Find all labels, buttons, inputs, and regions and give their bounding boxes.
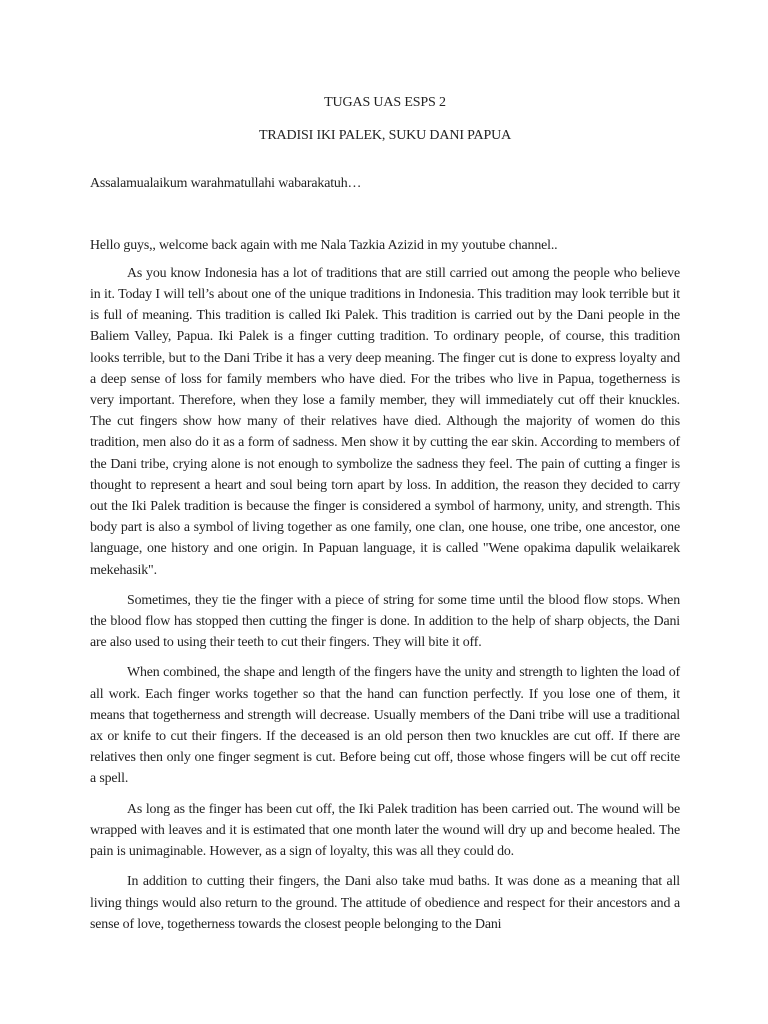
intro-line: Hello guys,, welcome back again with me Nala Tazkia Azizid in my youtube channel.. xyxy=(90,237,558,253)
paragraph-3: When combined, the shape and length of the fingers have the unity and strength to lighten the load of all work. Each finger works together so that the hand can function perfectly. If you lose one of them, it means that togetherness and strength will decrease. Usually members of the Dani tribe will use a traditional ax or knife to cut their fingers. If the deceased is an old person then two knuckles are cut off. If there are relatives then only one finger segment is cut. Before being cut off, those whose fingers will be cut off recite a spell. xyxy=(90,665,680,787)
greeting-line: Assalamualaikum warahmatullahi wabarakatuh… xyxy=(90,176,362,192)
paragraph-2: Sometimes, they tie the finger with a piece of string for some time until the blood flow stops. When the blood flow has stopped then cutting the finger is done. In addition to the help of sharp objects, the Dani are also used to using their teeth to cut their fingers. They will bite it off. xyxy=(90,592,680,651)
paragraph-5: In addition to cutting their fingers, the Dani also take mud baths. It was done as a meaning that all living things would also return to the ground. The attitude of obedience and respect for their ancestors and a sense of love, togetherness towards the closest people belonging to the Dani xyxy=(90,874,680,932)
document-subtitle: TRADISI IKI PALEK, SUKU DANI PAPUA xyxy=(258,128,512,144)
document-title: TUGAS UAS ESPS 2 xyxy=(324,95,446,110)
paragraph-4: As long as the finger has been cut off, the Iki Palek tradition has been carried out. The wound will be wrapped with leaves and it is estimated that one month later the wound will dry up and become healed. The pain is unimaginable. However, as a sign of loyalty, this was all they could do. xyxy=(90,801,680,860)
document-page xyxy=(90,92,680,944)
paragraph-1: As you know Indonesia has a lot of traditions that are still carried out among the people who believe in it. Today I will tell’s about one of the unique traditions in Indonesia. This tradition may look terrible but it is full of meaning. This tradition is called Iki Palek. This tradition is carried out by the Dani people in the Baliem Valley, Papua. Iki Palek is a finger cutting tradition. To ordinary people, of course, this tradition looks terrible, but to the Dani Tribe it has a very deep meaning. The finger cut is done to express loyalty and a deep sense of loss for family members who have died. For the tribes who live in Papua, togetherness is very important. Therefore, when they lose a family member, they will immediately cut off their knuckles. The cut fingers show how many of their relatives have died. Although the majority of women do this tradition, men also do it as a form of sadness. Men show it by cutting the ear skin. According to members of the Dani tribe, crying alone is not enough to symbolize the sadness they feel. The pain of cutting a finger is thought to represent a heart and soul being torn apart by loss. In addition, the reason they decided to carry out the Iki Palek tradition is because the finger is considered a symbol of harmony, unity, and strength. This body part is also a symbol of living together as one family, one clan, one house, one tribe, one ancestor, one language, one history and one origin. In Papuan language, it is called "Wene opakima dapulik welaikarek mekehasik". xyxy=(90,265,680,578)
